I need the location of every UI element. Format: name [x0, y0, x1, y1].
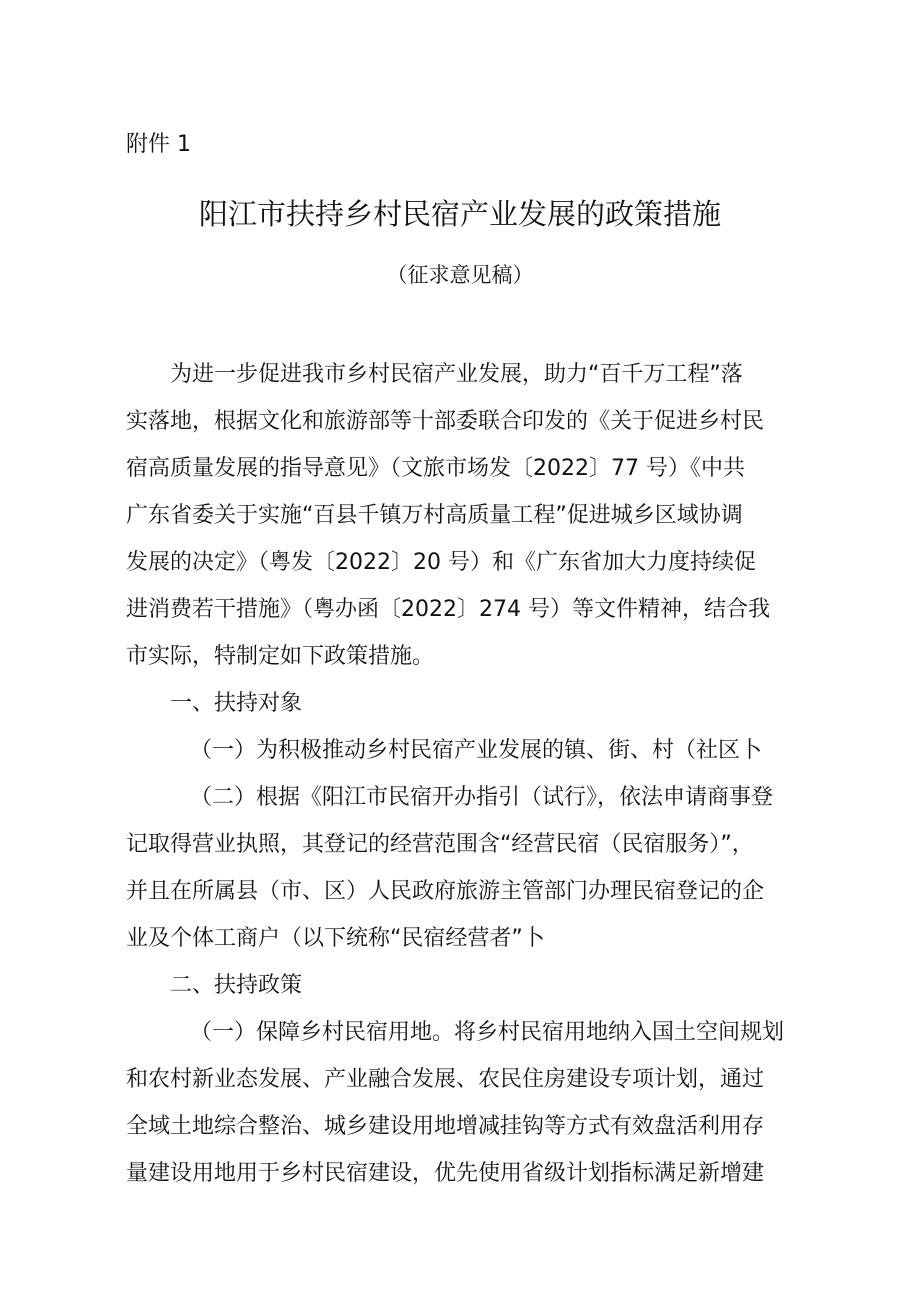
attachment-label: 附件 1: [126, 132, 191, 157]
section-heading: 二、扶持政策: [170, 973, 303, 998]
paragraph-line: 发展的决定》（粤发〔2022〕20 号）和《广东省加大力度持续促: [126, 550, 756, 575]
paragraph-line: 量建设用地用于乡村民宿建设，优先使用省级计划指标满足新增建: [126, 1161, 765, 1186]
paragraph-line: 并且在所属县（市、区）人民政府旅游主管部门办理民宿登记的企: [126, 879, 765, 904]
paragraph-line: 实落地，根据文化和旅游部等十部委联合印发的《关于促进乡村民: [126, 409, 765, 434]
section-heading: 一、扶持对象: [170, 691, 303, 716]
paragraph-line: 和农村新业态发展、产业融合发展、农民住房建设专项计划，通过: [126, 1067, 765, 1092]
document-title: 阳江市扶持乡村民宿产业发展的政策措施: [198, 197, 721, 231]
paragraph-line: 全域土地综合整治、城乡建设用地增减挂钩等方式有效盘活利用存: [126, 1114, 765, 1139]
document-subtitle: （征求意见稿）: [386, 263, 534, 287]
paragraph-line: （二）根据《阳江市民宿开办指引（试行》，依法申请商事登: [190, 785, 774, 810]
paragraph-line: 进消费若干措施》（粤办函〔2022〕274 号）等文件精神，结合我: [126, 597, 770, 622]
paragraph-line: 市实际，特制定如下政策措施。: [126, 644, 435, 669]
paragraph-line: 业及个体工商户（以下统称“民宿经营者”卜: [126, 926, 545, 951]
paragraph-line: 宿高质量发展的指导意见》（文旅市场发〔2022〕77 号）《中共: [126, 456, 745, 481]
paragraph-line: 广东省委关于实施“百县千镇万村高质量工程”促进城乡区域协调: [126, 503, 743, 528]
paragraph-line: 为进一步促进我市乡村民宿产业发展，助力“百千万工程”落: [170, 362, 743, 387]
paragraph-line: （一）为积极推动乡村民宿产业发展的镇、街、村（社区卜: [190, 738, 763, 763]
paragraph-line: 记取得营业执照，其登记的经营范围含“经营民宿（民宿服务）”，: [126, 832, 754, 857]
paragraph-line: （一）保障乡村民宿用地。将乡村民宿用地纳入国土空间规划: [190, 1020, 785, 1045]
